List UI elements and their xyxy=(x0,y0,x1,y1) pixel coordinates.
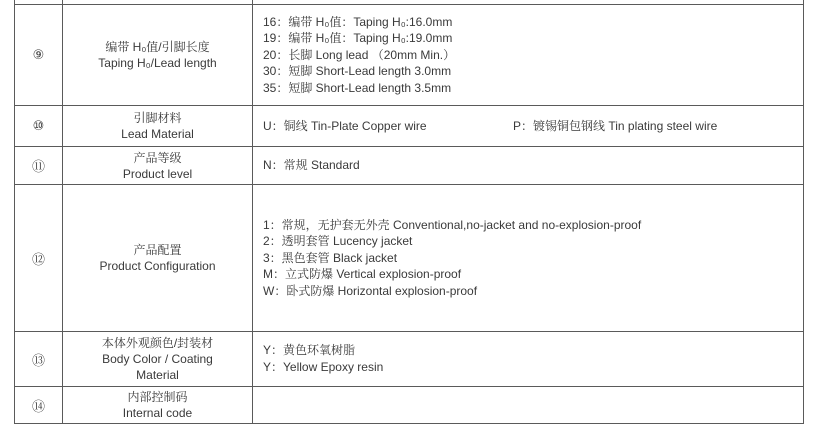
label-line-zh: 本体外观颜色/封装材 xyxy=(101,336,214,350)
row-value xyxy=(253,106,803,146)
row-value xyxy=(253,185,803,331)
table-row-product-level xyxy=(15,147,803,185)
table-row-taping-lead-length xyxy=(15,5,803,106)
label-line-en: Taping H₀/Lead length xyxy=(98,56,217,70)
row-number: ⑭ xyxy=(15,387,63,423)
label-line-en: Body Color / Coating xyxy=(102,352,213,366)
row-value xyxy=(253,332,803,386)
row-value xyxy=(253,147,803,184)
value-line: 20：长脚 Long lead （20mm Min.） xyxy=(263,47,456,62)
label-line-en: Internal code xyxy=(122,406,193,420)
table-row-body-color-coating xyxy=(15,332,803,387)
row-number: ⑪ xyxy=(15,147,63,184)
row-label xyxy=(63,332,253,386)
row-label xyxy=(63,106,253,146)
label-line-en: Product level xyxy=(122,166,193,181)
label-line-zh: 引脚材料 xyxy=(133,111,182,125)
value-line: 2：透明套管 Lucency jacket xyxy=(263,234,413,249)
row-label xyxy=(63,147,253,184)
row-label xyxy=(63,5,253,105)
value-line: 1：常规，无护套无外壳 Conventional,no-jacket and no-explosion-proof xyxy=(263,217,642,232)
value-line: N：常规 Standard xyxy=(263,158,360,173)
value-line: 19：编带 H₀值：Taping H₀:19.0mm xyxy=(263,31,453,46)
row-label xyxy=(63,387,253,423)
row-value-empty xyxy=(253,387,803,423)
value-line: 30：短脚 Short-Lead length 3.0mm xyxy=(263,64,452,79)
label-line-zh: 编带 H₀值/引脚长度 xyxy=(105,40,210,54)
spec-table xyxy=(14,4,804,424)
value-line: U：铜线 Tin-Plate Copper wire xyxy=(263,118,427,133)
value-line: W：卧式防爆 Horizontal explosion-proof xyxy=(263,283,478,298)
row-label xyxy=(63,185,253,331)
table-row-lead-material xyxy=(15,106,803,147)
row-number: ⑨ xyxy=(15,5,63,105)
label-line-en: Product Configuration xyxy=(99,259,216,273)
value-line: M：立式防爆 Vertical explosion-proof xyxy=(263,267,462,282)
row-number: ⑬ xyxy=(15,332,63,386)
value-line-right: P：镀锡铜包钢线 Tin plating steel wire xyxy=(513,118,718,133)
value-line: Y：黄色环氧树脂 xyxy=(263,343,356,357)
value-line: 3：黑色套管 Black jacket xyxy=(263,250,398,265)
value-line: 16：编带 H₀值：Taping H₀:16.0mm xyxy=(263,14,453,29)
label-line-en: Material xyxy=(136,368,179,382)
row-number: ⑫ xyxy=(15,185,63,331)
label-line-en: Lead Material xyxy=(121,127,194,141)
row-value xyxy=(253,5,803,105)
value-line: Y：Yellow Epoxy resin xyxy=(263,360,384,374)
row-number: ⑩ xyxy=(15,106,63,146)
table-row-internal-code xyxy=(15,387,803,423)
label-line-zh: 产品配置 xyxy=(133,243,182,257)
table-row-product-configuration xyxy=(15,185,803,332)
label-line-zh: 产品等级 xyxy=(133,150,182,165)
label-line-zh: 内部控制码 xyxy=(127,390,188,404)
value-line: 35：短脚 Short-Lead length 3.5mm xyxy=(263,80,452,95)
